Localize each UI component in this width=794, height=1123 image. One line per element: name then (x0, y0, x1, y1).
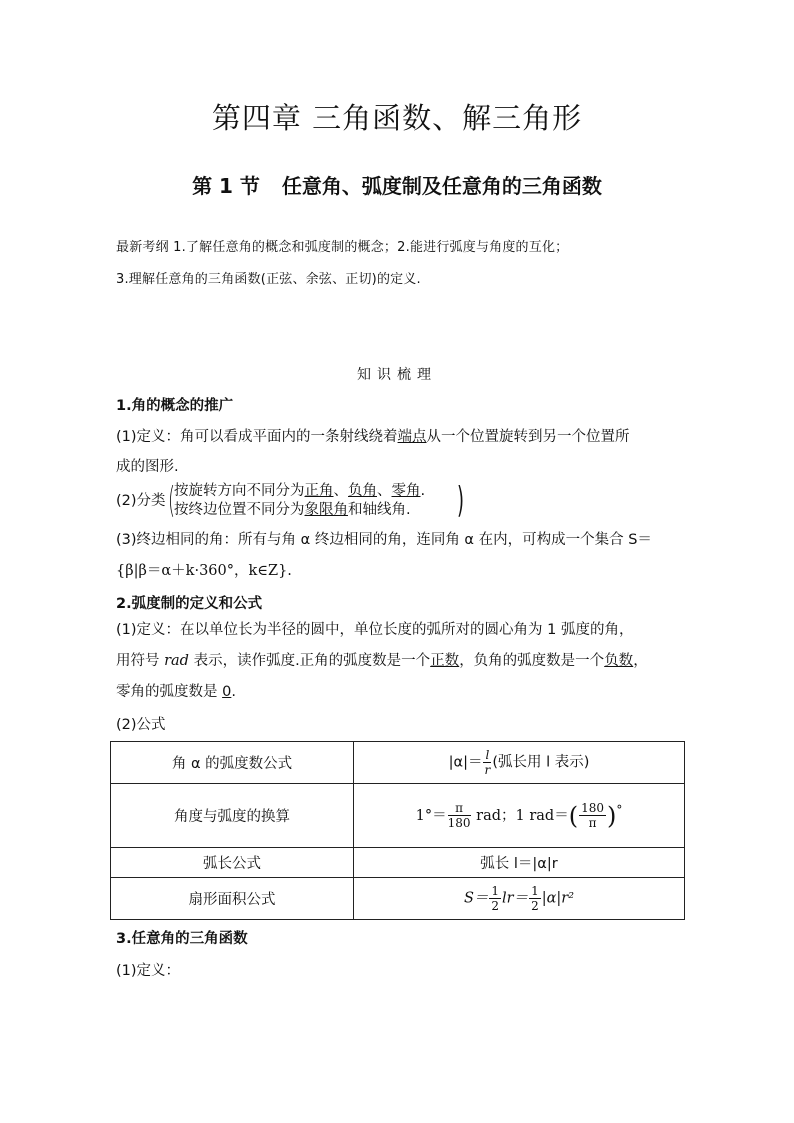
s1-def-text: (1)定义：角可以看成平面内的一条射线绕着 (116, 429, 398, 445)
frac-num: π (448, 802, 471, 816)
negative-number: 负数 (604, 653, 634, 669)
formula-part: |α|＝ (448, 754, 483, 771)
frac-num: 1 (531, 884, 539, 898)
s2-formula-label: (2)公式 (116, 717, 166, 733)
table-row (111, 784, 685, 848)
frac-den: 180 (447, 816, 471, 830)
formula-part: |α|r² (541, 890, 575, 907)
s1-class-line-2 (174, 501, 411, 519)
zero-value: 0 (222, 684, 232, 700)
table-cell-formula (354, 784, 685, 848)
s2-def-text: 用符号 (116, 653, 165, 669)
s3-definition: (1)定义： (116, 963, 181, 979)
frac-den: 2 (531, 899, 539, 913)
chapter-title: 第四章 三角函数、解三角形 (211, 101, 583, 135)
table-cell-name: 角 α 的弧度数公式 (111, 742, 354, 784)
frac-num: 1 (491, 884, 500, 898)
s2-definition-3 (116, 682, 686, 702)
class-positive: 正角 (304, 483, 334, 499)
table-row (111, 848, 685, 878)
table-row (111, 878, 685, 920)
left-brace-icon: ( (168, 480, 176, 521)
frac-den: π (588, 816, 597, 830)
fraction (489, 885, 501, 912)
s1-classification-brace (168, 481, 464, 521)
class-quadrant: 象限角 (304, 502, 348, 518)
rad-symbol: rad (164, 653, 189, 669)
class-sep-1: 、 (333, 483, 348, 499)
table-cell-name: 角度与弧度的换算 (111, 784, 354, 848)
s1-definition-cont: 成的图形. (116, 459, 179, 475)
frac-den: r (484, 763, 491, 777)
formula-part: lr＝ (502, 890, 529, 907)
s1-def-text-2: 从一个位置旋转到另一个位置所 (426, 429, 630, 445)
formula-part: 1°＝ (415, 807, 447, 824)
syllabus-line-1: 最新考纲 1.了解任意角的概念和弧度制的概念；2.能进行弧度与角度的互化； (116, 240, 569, 255)
s1-def-endpoint: 端点 (397, 429, 427, 445)
table-row (111, 742, 685, 784)
table-cell-name: 弧长公式 (111, 848, 354, 878)
formula-part: S＝ (463, 890, 489, 907)
s2-definition-1: (1)定义：在以单位长为半径的圆中，单位长度的弧所对的圆心角为 1 弧度的角， (116, 622, 634, 638)
fraction (579, 802, 606, 829)
positive-number: 正数 (430, 653, 460, 669)
syllabus-line-2: 3.理解任意角的三角函数(正弦、余弦、正切)的定义. (116, 272, 421, 287)
class-end-1: . (420, 483, 426, 499)
formula-table (110, 741, 685, 920)
class-negative: 负角 (348, 483, 377, 499)
section-name: 任意角、弧度制及任意角的三角函数 (281, 174, 602, 198)
s2-def-text-3: ，负角的弧度数是一个 (459, 653, 605, 669)
table-cell-formula (354, 742, 685, 784)
fraction (529, 885, 541, 912)
fraction (448, 802, 471, 829)
table-cell-formula (354, 878, 685, 920)
s2-heading: 2.弧度制的定义和公式 (116, 596, 263, 612)
fraction (483, 749, 491, 776)
frac-den: 2 (491, 899, 500, 913)
knowledge-title: 知识梳理 (357, 367, 437, 383)
class-text-2: 按终边位置不同分为 (174, 502, 305, 518)
s2-def-text-5: 零角的弧度数是 (116, 684, 223, 700)
table-cell-formula: 弧长 l＝|α|r (354, 848, 685, 878)
s3-heading: 3.任意角的三角函数 (116, 931, 248, 947)
class-text-1: 按旋转方向不同分为 (174, 483, 305, 499)
formula-part: (弧长用 l 表示) (492, 754, 590, 771)
formula-part: rad；1 rad＝ (471, 807, 569, 824)
frac-num: l (485, 748, 490, 762)
s1-class-line-1 (174, 482, 425, 500)
s1-heading: 1.角的概念的推广 (116, 398, 234, 414)
s2-def-text-6: . (231, 684, 236, 700)
formula-part: ° (616, 802, 623, 817)
section-label: 第 1 节 (192, 174, 260, 198)
class-sep-2: 、 (377, 483, 392, 499)
s2-def-text-2: 表示，读作弧度.正角的弧度数是一个 (188, 653, 431, 669)
right-paren-icon: ) (606, 801, 617, 830)
section-title (0, 170, 794, 199)
class-text-3: 和轴线角. (348, 502, 411, 518)
class-zero: 零角 (391, 483, 421, 499)
s1-coterminal-set: {β|β＝α＋k·360°，k∈Z}. (116, 563, 292, 579)
left-paren-icon: ( (568, 801, 579, 830)
frac-num: 180 (581, 801, 604, 815)
s2-definition-2 (116, 651, 686, 671)
s1-definition (116, 427, 686, 447)
s2-def-text-4: ， (633, 653, 648, 669)
right-paren-icon: ) (456, 480, 464, 521)
table-cell-name: 扇形面积公式 (111, 878, 354, 920)
s1-class-label: (2)分类 (116, 493, 166, 509)
s1-coterminal: (3)终边相同的角：所有与角 α 终边相同的角，连同角 α 在内，可构成一个集合 S＝ (116, 532, 652, 548)
